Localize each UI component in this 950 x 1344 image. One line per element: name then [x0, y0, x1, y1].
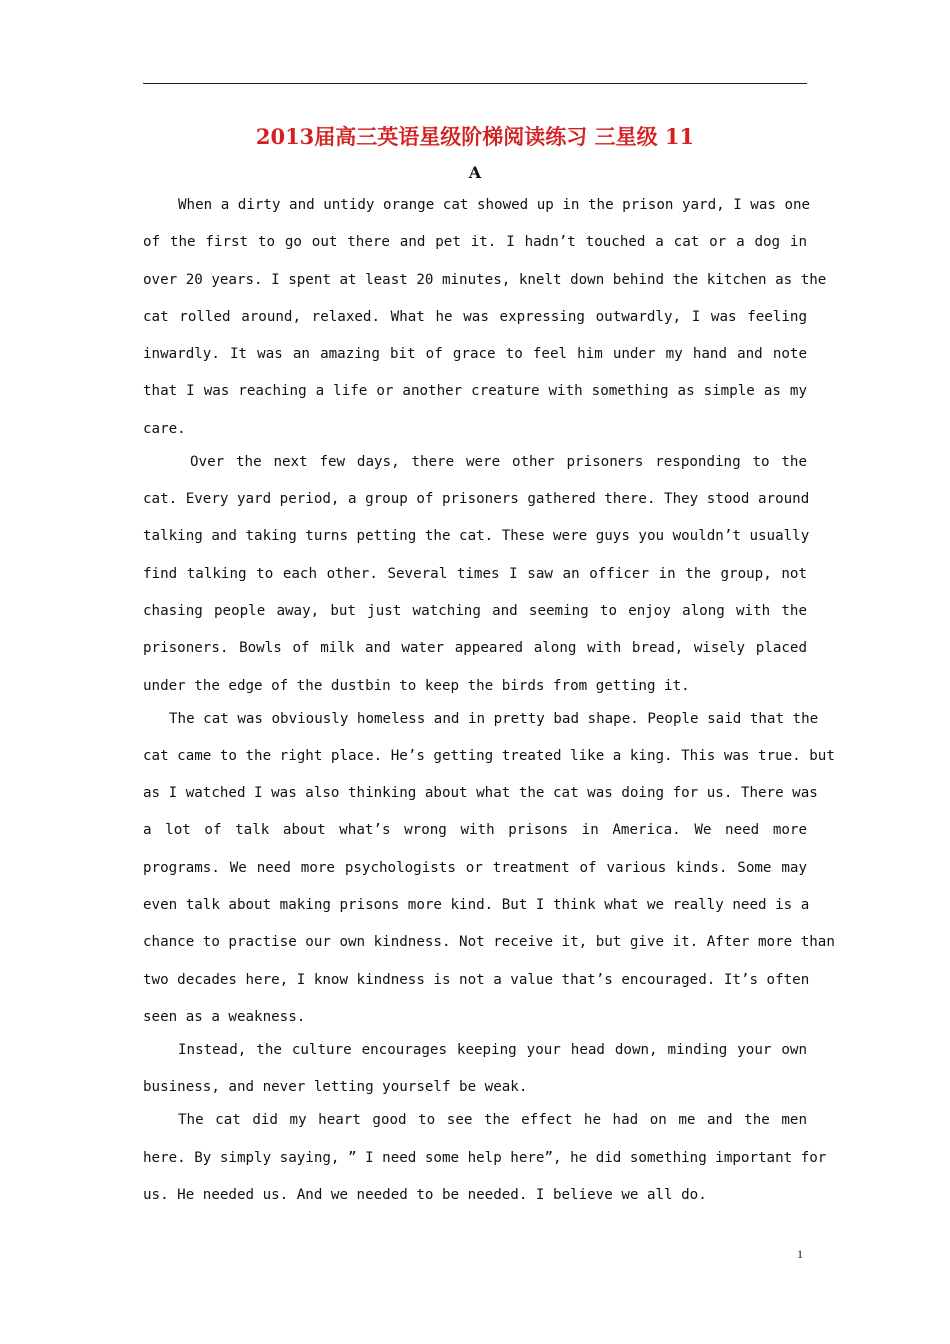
header-rule: [143, 83, 807, 84]
paragraph-line: cat came to the right place. He’s getting treated like a king. This was true. but: [143, 747, 835, 764]
paragraph-line: inwardly. It was an amazing bit of grace to feel him under my hand and note: [143, 346, 807, 363]
paragraph: [143, 187, 827, 448]
paragraph-line: chance to practise our own kindness. Not receive it, but give it. After more than: [143, 934, 835, 951]
paragraph: [143, 1032, 807, 1107]
paragraph-line: find talking to each other. Several times I saw an officer in the group, not: [143, 565, 807, 582]
passage-body: [143, 187, 835, 1214]
paragraph: [143, 701, 835, 1037]
paragraph-line: Instead, the culture encourages keeping your head down, minding your own: [178, 1041, 807, 1058]
paragraph-line: programs. We need more psychologists or treatment of various kinds. Some may: [143, 859, 807, 876]
paragraph-line: care.: [143, 420, 186, 437]
paragraph-line: two decades here, I know kindness is not a value that’s encouraged. It’s often: [143, 971, 810, 988]
paragraph-line: of the first to go out there and pet it. I hadn’t touched a cat or a dog in: [143, 234, 807, 251]
paragraph-line: that I was reaching a life or another creature with something as simple as my: [143, 383, 807, 400]
paragraph-line: business, and never letting yourself be weak.: [143, 1079, 528, 1096]
page-number: 1: [797, 1247, 803, 1261]
paragraph-line: seen as a weakness.: [143, 1008, 306, 1025]
paragraph-line: here. By simply saying, ” I need some help here”, he did something important for: [143, 1149, 827, 1166]
paragraph-line: cat. Every yard period, a group of prisoners gathered there. They stood around: [143, 491, 810, 508]
section-label: A: [468, 163, 482, 182]
paragraph-line: The cat was obviously homeless and in pretty bad shape. People said that the: [169, 710, 819, 727]
paragraph-line: When a dirty and untidy orange cat showed up in the prison yard, I was one: [178, 197, 811, 213]
paragraph-line: cat rolled around, relaxed. What he was expressing outwardly, I was feeling: [143, 308, 807, 325]
paragraph-line: The cat did my heart good to see the effect he had on me and the men: [178, 1112, 807, 1129]
paragraph: [143, 1102, 827, 1214]
page-title: 2013届高三英语星级阶梯阅读练习 三星级 11: [255, 124, 695, 149]
paragraph-line: as I watched I was also thinking about what the cat was doing for us. There was: [143, 785, 818, 802]
paragraph-line: even talk about making prisons more kind. But I think what we really need is a: [143, 897, 810, 914]
paragraph-line: over 20 years. I spent at least 20 minutes, knelt down behind the kitchen as the: [143, 271, 827, 288]
paragraph-line: us. He needed us. And we needed to be needed. I believe we all do.: [143, 1186, 707, 1203]
paragraph-line: Over the next few days, there were other prisoners responding to the: [190, 453, 807, 470]
paragraph-line: chasing people away, but just watching and seeming to enjoy along with the: [143, 602, 807, 619]
paragraph-line: a lot of talk about what’s wrong with prisons in America. We need more: [143, 822, 807, 839]
paragraph-line: prisoners. Bowls of milk and water appeared along with bread, wisely placed: [143, 640, 807, 657]
paragraph-line: under the edge of the dustbin to keep the birds from getting it.: [143, 677, 690, 694]
paragraph: [143, 444, 810, 705]
paragraph-line: talking and taking turns petting the cat. These were guys you wouldn’t usually: [143, 528, 810, 545]
